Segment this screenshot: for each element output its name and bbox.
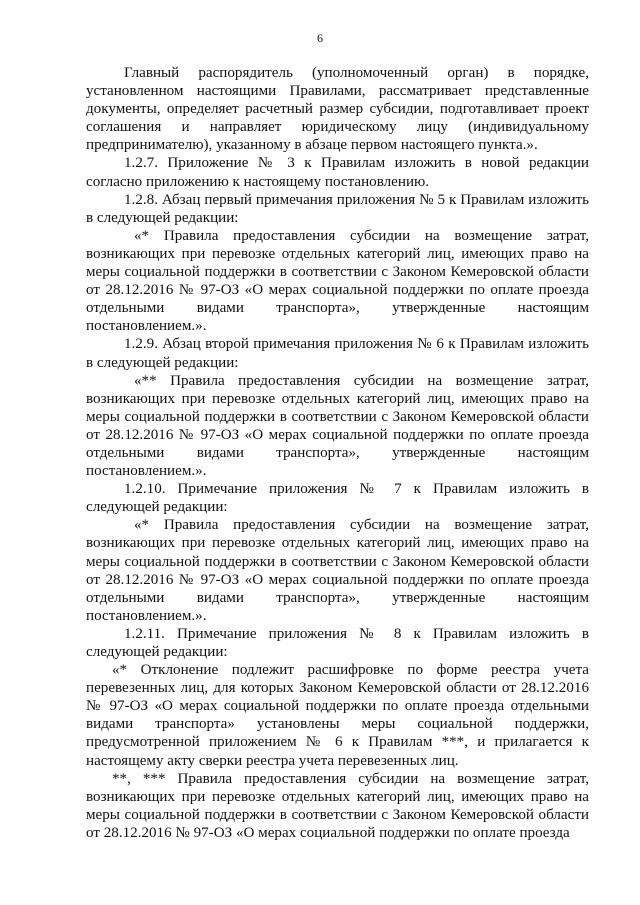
paragraph-note-appendix-6: «** Правила предоставления субсидии на возмещение затрат, возникающих при перевозке отдельных категорий лиц, имеющих право на меры социальной поддержки в соответствии с Законом Кемеровской области от 28.12.2016 № 97-ОЗ «О мерах социальной поддержки по оплате проезда отдельными видами транспорта», утвержденные настоящим постановлением.». [86,372,589,480]
paragraph-rules-note: **, *** Правила предоставления субсидии на возмещение затрат, возникающих при перевозке отдельных категорий лиц, имеющих право на меры социальной поддержки в соответствии с Законом Кемеровской области от 28.12.2016 № 97-ОЗ «О мерах социальной поддержки по оплате проезда [86,770,589,841]
document-body [86,64,589,842]
page-number: 6 [317,31,323,45]
paragraph-note-appendix-5: «* Правила предоставления субсидии на возмещение затрат, возникающих при перевозке отдельных категорий лиц, имеющих право на меры социальной поддержки в соответствии с Законом Кемеровской области от 28.12.2016 № 97-ОЗ «О мерах социальной поддержки по оплате проезда отдельными видами транспорта», утвержденные настоящим постановлением.». [86,227,589,335]
paragraph-note-appendix-7: «* Правила предоставления субсидии на возмещение затрат, возникающих при перевозке отдельных категорий лиц, имеющих право на меры социальной поддержки в соответствии с Законом Кемеровской области от 28.12.2016 № 97-ОЗ «О мерах социальной поддержки по оплате проезда отдельными видами транспорта», утвержденные настоящим постановлением.». [86,517,589,624]
paragraph-1-2-9: 1.2.9. Абзац второй примечания приложения № 6 к Правилам изложить в следующей редакции: [86,336,589,371]
paragraph-main-distributor: Главный распорядитель (уполномоченный орган) в порядке, установленном настоящими Правилами, рассматривает представленные документы, определяет расчетный размер субсидии, подготавливает проект соглашения и направляет юридическому лицу (индивидуальному предпринимателю), указанному в абзаце первом настоящего пункта.». [86,65,589,154]
paragraph-deviation-note: «* Отклонение подлежит расшифровке по форме реестра учета перевезенных лиц, для которых Законом Кемеровской области от 28.12.2016 № 97-ОЗ «О мерах социальной поддержки по оплате проезда отдельными видами транспорта» установлены меры социальной поддержки, предусмотренной приложением № 6 к Правилам ***, и прилагается к настоящему акту сверки реестра учета перевезенных лиц. [86,662,589,769]
paragraph-1-2-8: 1.2.8. Абзац первый примечания приложения № 5 к Правилам изложить в следующей редакции: [86,191,589,226]
paragraph-1-2-11: 1.2.11. Примечание приложения № 8 к Правилам изложить в следующей редакции: [86,625,589,660]
paragraph-1-2-7: 1.2.7. Приложение № 3 к Правилам изложить в новой редакции согласно приложению к настоящему постановлению. [86,155,589,190]
paragraph-1-2-10: 1.2.10. Примечание приложения № 7 к Правилам изложить в следующей редакции: [86,481,589,516]
